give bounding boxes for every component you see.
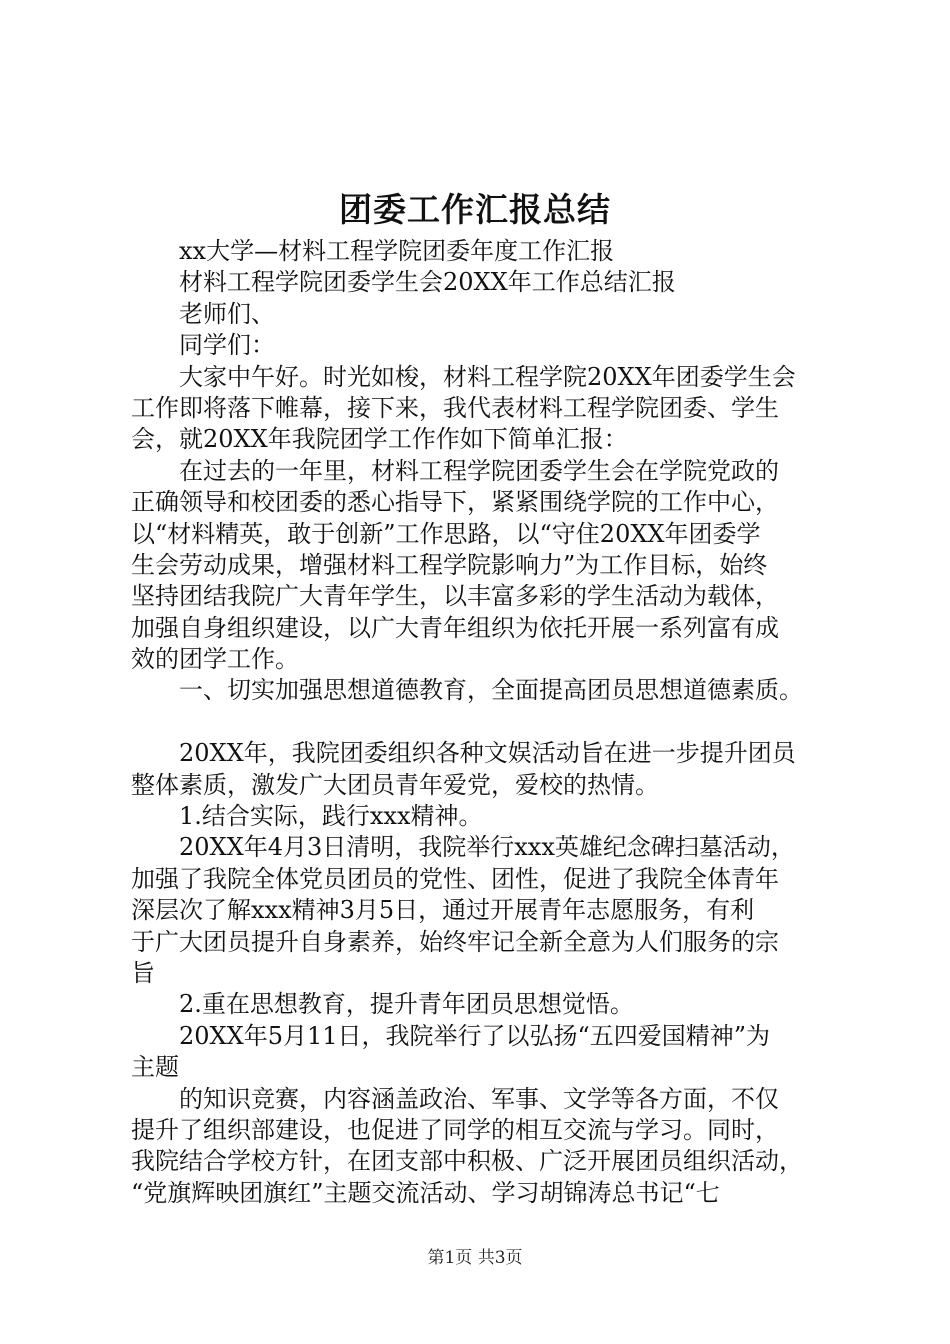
text-line: 于广大团员提升自身素养，始终牢记全新全意为人们服务的宗 bbox=[131, 927, 779, 956]
subsection-heading: 2.重在思想教育，提升青年团员思想觉悟。 bbox=[179, 990, 634, 1019]
text-line: “党旗辉映团旗红”主题交流活动、学习胡锦涛总书记“七 bbox=[131, 1178, 720, 1207]
text-line: 在过去的一年里，材料工程学院团委学生会在学院党政的 bbox=[179, 456, 779, 485]
text-line: 整体素质，激发广大团员青年爱党，爱校的热情。 bbox=[131, 770, 659, 799]
text-line: 同学们： bbox=[179, 331, 275, 360]
text-line: 坚持团结我院广大青年学生，以丰富多彩的学生活动为载体， bbox=[131, 582, 779, 611]
text-line: xx大学—材料工程学院团委年度工作汇报 bbox=[179, 237, 615, 265]
text-line: 大家中午好。时光如梭，材料工程学院20XX年团委学生会 bbox=[179, 362, 796, 391]
text-line: 以“材料精英，敢于创新”工作思路，以“守住20XX年团委学 bbox=[131, 519, 761, 548]
text-line: 工作即将落下帷幕，接下来，我代表材料工程学院团委、学生 bbox=[131, 393, 779, 422]
text-line: 加强了我院全体党员团员的党性、团性，促进了我院全体青年 bbox=[131, 864, 779, 893]
text-line: 效的团学工作。 bbox=[131, 645, 299, 674]
document-title: 团委工作汇报总结 bbox=[339, 190, 611, 229]
text-line: 材料工程学院团委学生会20XX年工作总结汇报 bbox=[179, 268, 676, 297]
text-line: 提升了组织部建设，也促进了同学的相互交流与学习。同时， bbox=[131, 1115, 779, 1144]
text-line: 主题 bbox=[131, 1053, 179, 1082]
text-line: 加强自身组织建设，以广大青年组织为依托开展一系列富有成 bbox=[131, 613, 779, 642]
paragraph-gap bbox=[131, 707, 831, 738]
text-line: 深层次了解xxx精神3月5日，通过开展青年志愿服务，有利 bbox=[131, 896, 755, 925]
subsection-heading: 1.结合实际，践行xxx精神。 bbox=[179, 802, 483, 831]
text-line: 旨 bbox=[131, 958, 155, 987]
text-line: 20XX年4月3日清明，我院举行xxx英雄纪念碑扫墓活动， bbox=[179, 833, 795, 862]
text-line: 20XX年5月11日，我院举行了以弘扬“五四爱国精神”为 bbox=[179, 1021, 771, 1050]
text-line: 的知识竞赛，内容涵盖政治、军事、文学等各方面，不仅 bbox=[179, 1084, 779, 1113]
text-line: 我院结合学校方针，在团支部中积极、广泛开展团员组织活动， bbox=[131, 1147, 803, 1176]
document-body bbox=[131, 236, 831, 1209]
text-line: 老师们、 bbox=[179, 299, 275, 328]
text-line: 正确领导和校团委的悉心指导下，紧紧围绕学院的工作中心， bbox=[131, 488, 779, 517]
text-line: 20XX年，我院团委组织各种文娱活动旨在进一步提升团员 bbox=[179, 739, 796, 768]
section-heading: 一、切实加强思想道德教育，全面提高团员思想道德素质。 bbox=[179, 676, 803, 705]
text-line: 会，就20XX年我院团学工作作如下简单汇报： bbox=[131, 425, 628, 454]
text-line: 生会劳动成果，增强材料工程学院影响力”为工作目标，始终 bbox=[131, 550, 768, 579]
page-number-footer: 第1页 共3页 bbox=[427, 1248, 523, 1268]
